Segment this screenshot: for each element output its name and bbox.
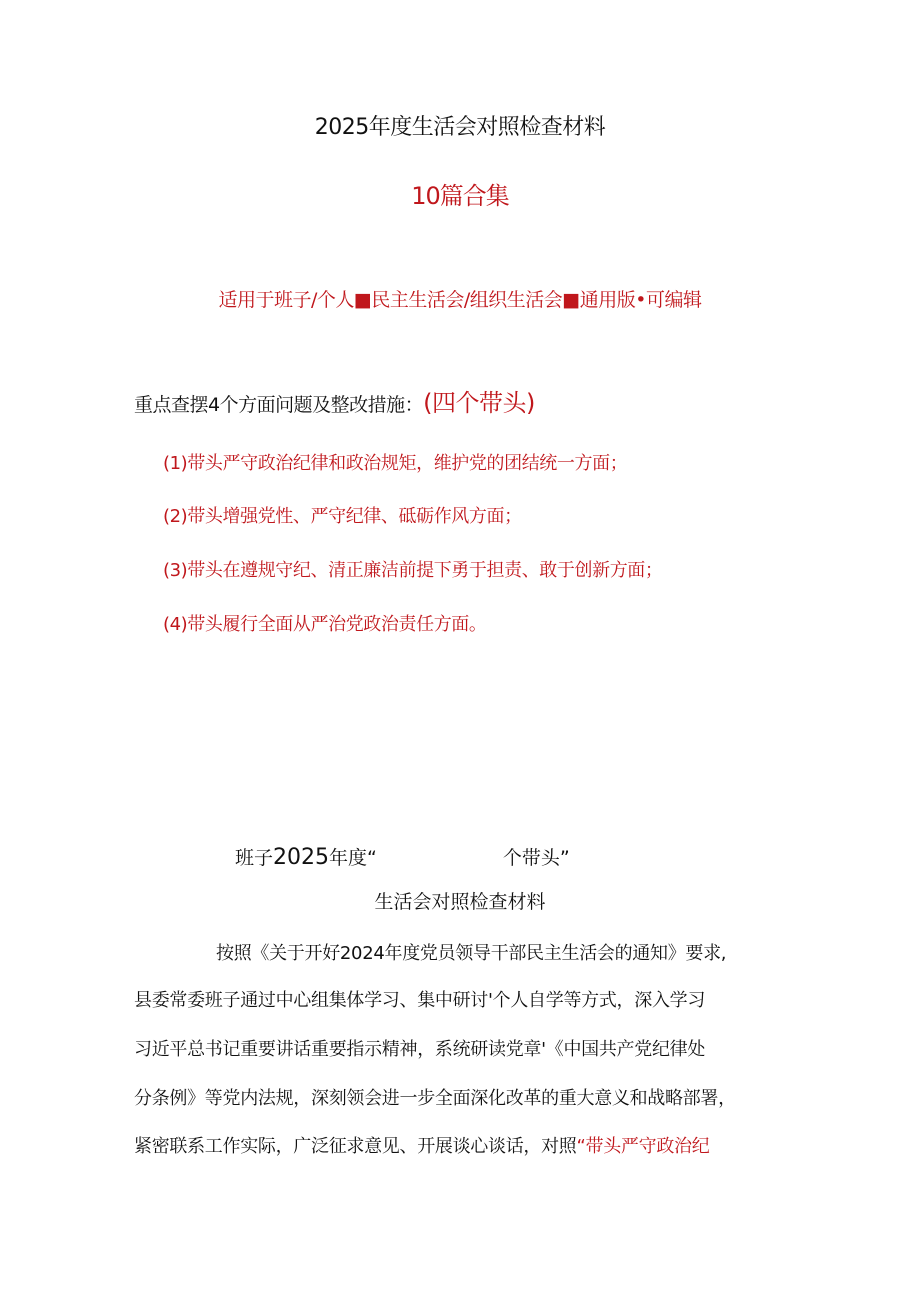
- section-head-suffix: 个带头”: [502, 847, 570, 869]
- paragraph-line-1: 按照《关于开好2024年度党员领导干部民主生活会的通知》要求,: [216, 943, 727, 964]
- focus-item-2: (2)带头增强党性、严守纪律、砥砺作风方面；: [163, 506, 522, 527]
- paragraph-line-5-highlight: “带头严守政治纪: [576, 1136, 710, 1157]
- focus-highlight: (四个带头): [423, 389, 535, 417]
- section-head-prefix: 班子: [235, 847, 274, 869]
- paragraph-line-5-text: 紧密联系工作实际，广泛征求意见、开展谈心谈话，对照: [134, 1136, 577, 1157]
- focus-item-4: (4)带头履行全面从严治党政治责任方面。: [163, 614, 487, 635]
- section-heading: [235, 843, 570, 870]
- paragraph-line-4: 分条例》等党内法规，深刻领会进一步全面深化改革的重大意义和战略部署，: [134, 1088, 736, 1109]
- paragraph-line-3: 习近平总书记重要讲话重要指示精神，系统研读党章'《中国共产党纪律处: [134, 1039, 706, 1060]
- focus-heading: [134, 383, 535, 418]
- document-subtitle: 10篇合集: [411, 182, 509, 210]
- section-title: 生活会对照检查材料: [374, 891, 546, 913]
- section-head-year: 2025: [273, 845, 330, 870]
- focus-prefix: 重点查摆4个方面问题及整改措施：: [134, 394, 424, 416]
- section-head-mid: 年度“: [329, 847, 377, 869]
- document-title: 2025年度生活会对照检查材料: [314, 115, 606, 140]
- scope-note: 适用于班子/个人■民主生活会/组织生活会■通用版•可编辑: [218, 289, 702, 311]
- focus-item-1: (1)带头严守政治纪律和政治规矩，维护党的团结统一方面；: [163, 453, 628, 474]
- focus-item-3: (3)带头在遵规守纪、清正廉洁前提下勇于担责、敢于创新方面；: [163, 560, 663, 581]
- paragraph-line-2: 县委常委班子通过中心组集体学习、集中研讨'个人自学等方式，深入学习: [134, 990, 706, 1011]
- paragraph-line-5: [134, 1132, 794, 1158]
